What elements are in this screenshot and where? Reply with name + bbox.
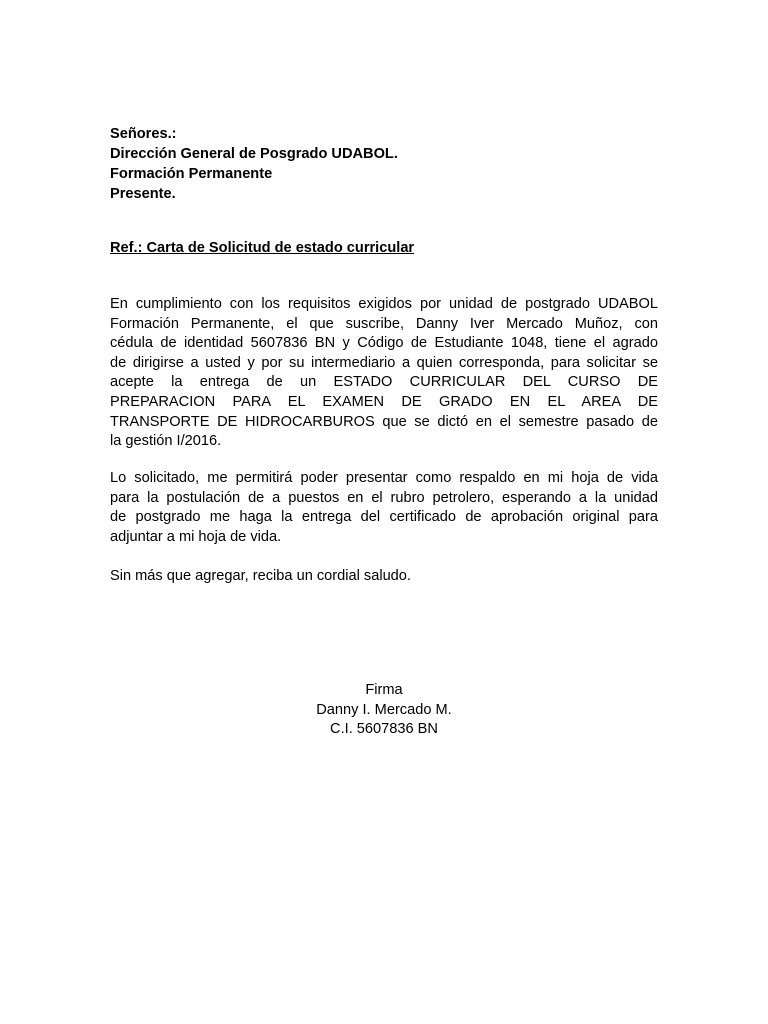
paragraph-line: TRANSPORTE DE HIDROCARBUROS que se dictó en el semestre pasado de (110, 413, 658, 430)
reference-line: Ref.: Carta de Solicitud de estado curricular (110, 240, 415, 256)
paragraph-line: Lo solicitado, me permitirá poder presentar como respaldo en mi hoja de vida (110, 470, 658, 486)
addressee-institution: Dirección General de Posgrado UDABOL. (110, 146, 398, 162)
signer-name: Danny I. Mercado M. (316, 701, 452, 718)
signature-label: Firma (365, 682, 403, 698)
paragraph-line: para la postulación de a puestos en el rubro petrolero, esperando a la unidad (110, 489, 658, 506)
paragraph-line: Formación Permanente, el que suscribe, Danny Iver Mercado Muñoz, con (110, 315, 658, 332)
paragraph-line: En cumplimiento con los requisitos exigidos por unidad de postgrado UDABOL (110, 296, 658, 312)
paragraph-line: cédula de identidad 5607836 BN y Código de Estudiante 1048, tiene el agrado (110, 335, 658, 352)
signer-id: C.I. 5607836 BN (330, 721, 438, 738)
salutation: Señores.: (110, 126, 177, 142)
paragraph-purpose (110, 469, 658, 547)
signature-block (0, 681, 768, 740)
addressee-department: Formación Permanente (110, 166, 273, 182)
paragraph-line: adjuntar a mi hoja de vida. (110, 528, 282, 545)
paragraph-closing (110, 567, 658, 587)
paragraph-line: de postgrado me haga la entrega del certificado de aprobación original para (110, 509, 658, 526)
addressee-presente: Presente. (110, 186, 176, 202)
paragraph-line: PREPARACION PARA EL EXAMEN DE GRADO EN EL AREA DE (110, 393, 658, 410)
paragraph-line: Sin más que agregar, reciba un cordial saludo. (110, 568, 411, 584)
paragraph-request (110, 295, 658, 452)
paragraph-line: acepte la entrega de un ESTADO CURRICULAR DEL CURSO DE (110, 374, 658, 391)
paragraph-line: la gestión I/2016. (110, 433, 222, 450)
addressee-block (110, 124, 398, 204)
paragraph-line: de dirigirse a usted y por su intermediario a quien corresponda, para solicitar se (110, 354, 658, 371)
